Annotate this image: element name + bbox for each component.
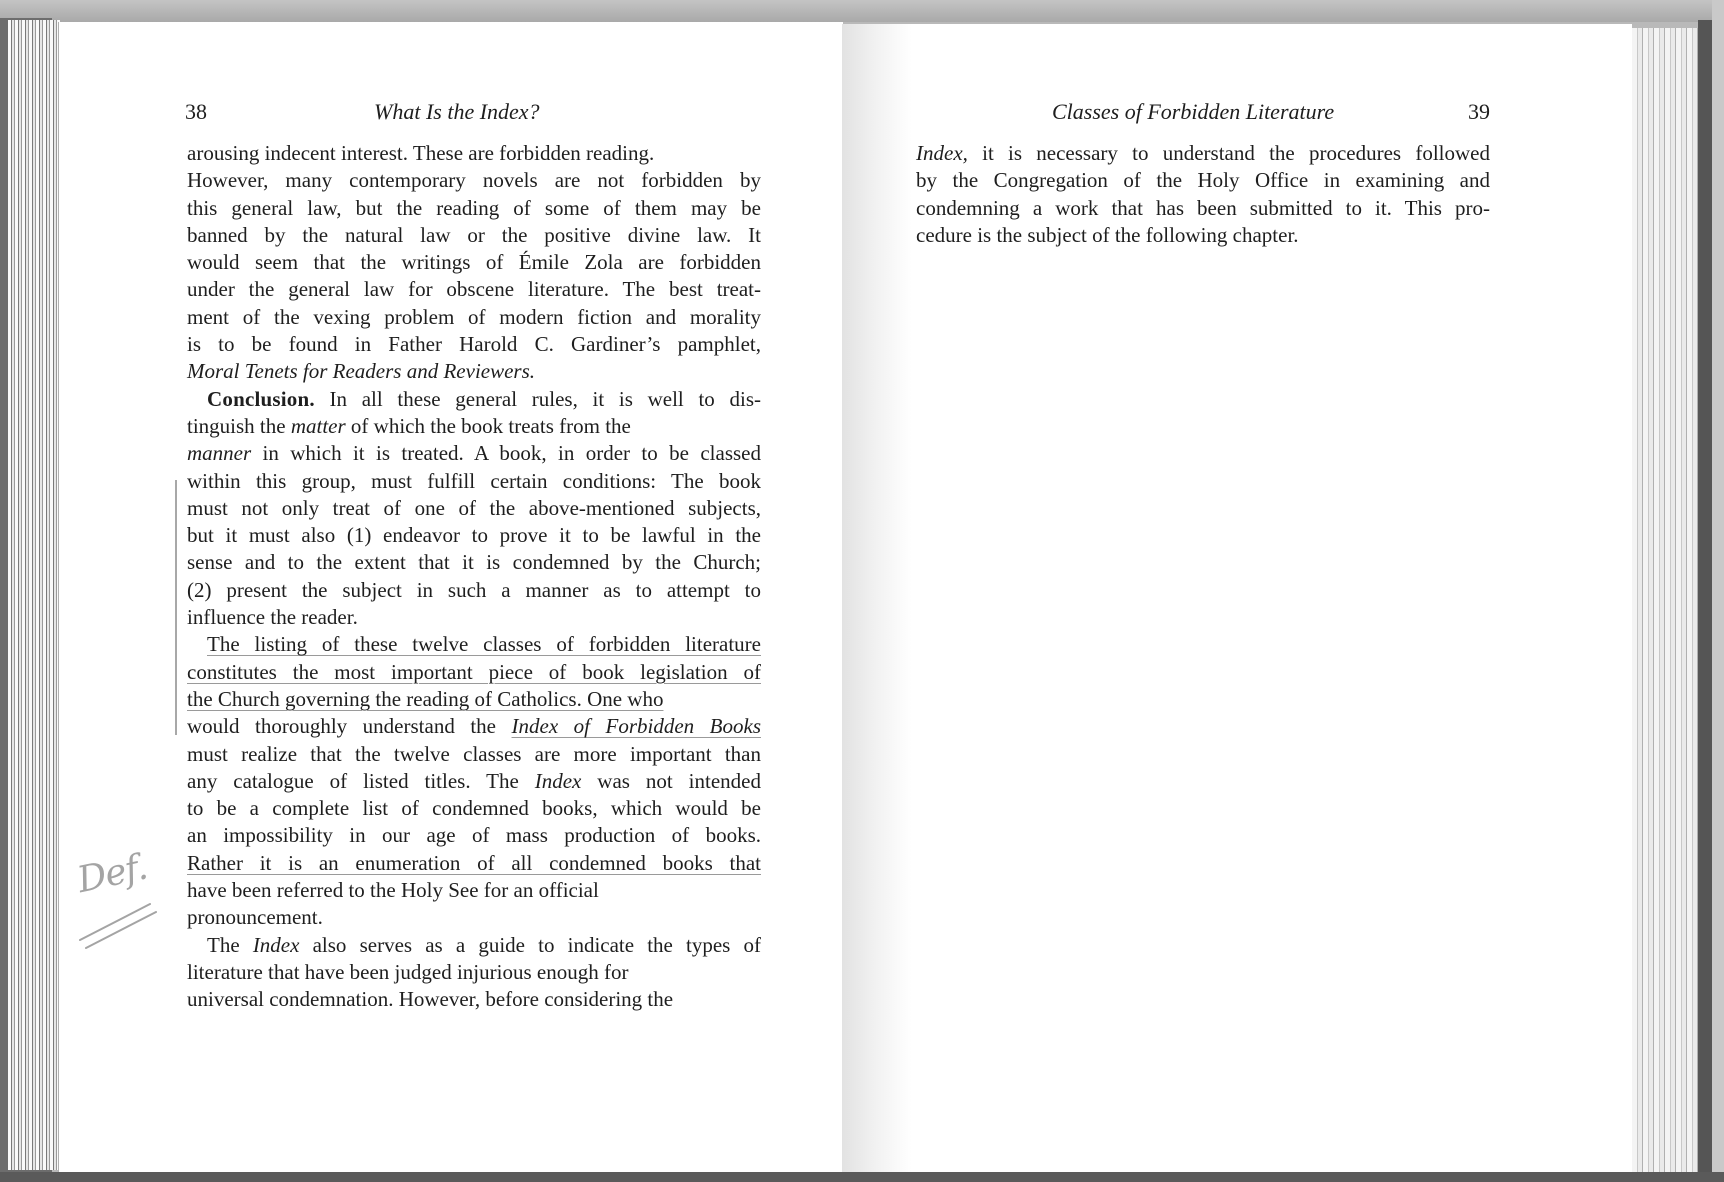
text-line: arousing indecent interest. These are forbidden reading. (187, 141, 655, 165)
text-line: is to be found in Father Harold C. Gardiner’s pamphlet, (187, 332, 761, 357)
right-page-body (916, 140, 1490, 249)
book-cover-top-edge (0, 0, 1724, 22)
text-line: The Index also serves as a guide to indicate the types of (207, 932, 761, 957)
text-line (187, 686, 761, 713)
left-page-body (187, 140, 761, 1014)
text-line: However, many contemporary novels are not forbidden by (187, 168, 761, 193)
text-line: literature that have been judged injurious enough for (187, 959, 629, 984)
text-line: must not only treat of one of the above-mentioned subjects, (187, 495, 761, 520)
paragraph-heading: Conclusion. (207, 386, 315, 411)
gutter-shadow (842, 24, 912, 1174)
text-line: Index, it is necessary to understand the procedures followed (916, 141, 1490, 165)
text-line: Conclusion. In all these general rules, it is well to dis- (207, 386, 761, 411)
text-line: must realize that the twelve classes are more important than (187, 741, 761, 766)
text-line: ment of the vexing problem of modern fiction and morality (187, 304, 761, 329)
text-line: any catalogue of listed titles. The Index was not intended (187, 768, 761, 793)
text-line (187, 850, 761, 877)
text-line: within this group, must fulfill certain conditions: The book (187, 468, 761, 493)
text-line: sense and to the extent that it is condemned by the Church; (187, 550, 761, 575)
text-line: under the general law for obscene literature. The best treat- (187, 277, 761, 302)
pencil-underline: The listing of these twelve classes of forbidden literature (207, 632, 761, 657)
text-line: manner in which it is treated. A book, in order to be classed (187, 441, 761, 466)
page-stack-right-edge (1632, 28, 1698, 1174)
text-line: by the Congregation of the Holy Office in examining and (916, 168, 1490, 193)
text-line: this general law, but the reading of some of them may be (187, 195, 761, 220)
text-line: (2) present the subject in such a manner as to attempt to (187, 577, 761, 602)
text-line: but it must also (1) endeavor to prove it to be lawful in the (187, 523, 761, 548)
text-line: tinguish the matter of which the book treats from the (187, 413, 631, 438)
text-line: influence the reader. (187, 605, 358, 630)
pencil-underline: Rather it is an enumeration of all condemned books that (187, 850, 761, 875)
text-line: cedure is the subject of the following chapter. (916, 222, 1299, 247)
text-line (187, 659, 761, 686)
text-line: would thoroughly understand the Index of Forbidden Books (187, 714, 761, 739)
running-head-right: Classes of Forbidden Literature (1052, 99, 1335, 124)
handwritten-margin-note (73, 846, 170, 954)
text-line: condemning a work that has been submitted to it. This pro- (916, 195, 1490, 220)
background (1712, 0, 1724, 1182)
pencil-underline: the Church governing the reading of Catholics. One who (187, 686, 664, 711)
text-line: have been referred to the Holy See for an official (187, 878, 599, 903)
text-line: to be a complete list of condemned books, which would be (187, 796, 761, 821)
book-cover-right (1698, 20, 1712, 1182)
margin-note-underline-strokes (74, 858, 170, 954)
pencil-margin-line (175, 480, 177, 735)
page-number-right: 39 (1468, 99, 1490, 124)
text-line: universal condemnation. However, before considering the (187, 987, 674, 1012)
pencil-underline: constitutes the most important piece of book legislation of (187, 659, 761, 684)
text-line: pronouncement. (187, 905, 323, 930)
pencil-underline: Index of Forbidden Books (511, 714, 761, 739)
running-head-left: What Is the Index? (374, 99, 540, 124)
page-stack-left-edge (8, 20, 60, 1170)
text-line (187, 631, 761, 658)
margin-note-text: Def. (73, 846, 151, 902)
page-number-left: 38 (185, 99, 207, 124)
text-line: would seem that the writings of Émile Zola are forbidden (187, 250, 761, 275)
book-title: Moral Tenets for Readers and Reviewers. (187, 359, 536, 384)
text-line (187, 358, 761, 385)
book-cover-bottom-edge (0, 1172, 1724, 1182)
text-line: banned by the natural law or the positive divine law. It (187, 222, 761, 247)
text-line: an impossibility in our age of mass production of books. (187, 823, 761, 848)
